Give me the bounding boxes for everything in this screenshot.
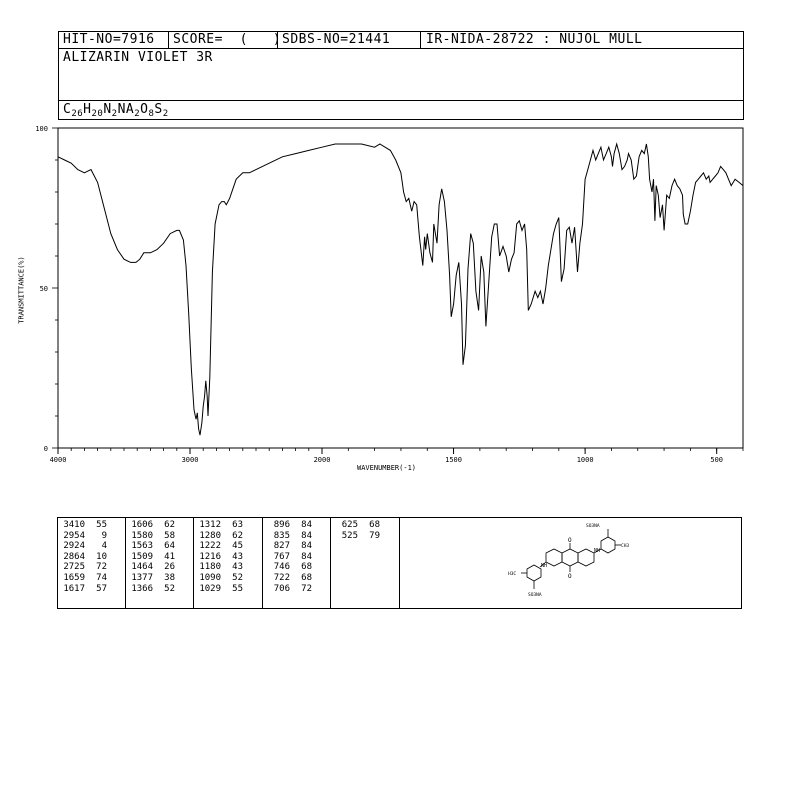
peak-row	[197, 531, 243, 542]
y-tick-label: 50	[39, 285, 48, 293]
peak-column	[266, 520, 312, 594]
peak-wavenumber: 1312	[199, 520, 221, 530]
peak-transmittance: 4	[101, 541, 107, 552]
peak-transmittance: 43	[232, 551, 243, 562]
x-axis-ticks	[50, 448, 743, 464]
peak-wavenumber: 835	[273, 530, 290, 541]
peak-wavenumber: 1366	[131, 583, 153, 594]
peak-transmittance: 55	[96, 520, 107, 530]
peak-wavenumber: 1464	[131, 562, 153, 573]
peak-transmittance: 72	[96, 562, 107, 573]
methyl-left-label: H3C	[508, 572, 517, 577]
x-tick-label: 1500	[445, 456, 462, 464]
peak-transmittance: 79	[369, 530, 380, 541]
peak-transmittance: 57	[96, 583, 107, 594]
peak-wavenumber: 1580	[131, 530, 153, 541]
peak-row	[197, 562, 243, 573]
peak-row	[61, 531, 107, 542]
peak-wavenumber: 625	[341, 520, 358, 530]
peak-row	[129, 584, 175, 595]
peak-row	[334, 520, 380, 531]
peak-transmittance: 9	[101, 530, 107, 541]
peak-wavenumber: 1377	[131, 572, 153, 583]
peak-transmittance: 26	[164, 562, 175, 573]
peak-row	[129, 520, 175, 531]
peak-wavenumber: 1606	[131, 520, 153, 530]
nh-top-label: NH	[594, 548, 601, 554]
peak-col-sep-5	[399, 517, 400, 609]
spectrum-trace	[58, 144, 743, 435]
peak-column	[334, 520, 380, 541]
peak-wavenumber: 1090	[199, 572, 221, 583]
x-tick-label: 2000	[313, 456, 331, 464]
peak-row	[61, 573, 107, 584]
plot-frame	[58, 128, 743, 448]
peak-transmittance: 10	[96, 551, 107, 562]
x-tick-label: 500	[710, 456, 724, 464]
formula-part: 8	[148, 109, 155, 119]
y-axis-ticks	[35, 125, 58, 453]
peak-wavenumber: 2725	[63, 562, 85, 573]
peak-column	[129, 520, 175, 594]
oxygen-bottom-label: O	[568, 573, 572, 580]
peak-wavenumber: 1029	[199, 583, 221, 594]
formula-part: C	[63, 102, 72, 117]
score-field: SCORE= ( )	[173, 32, 282, 47]
y-tick-label: 0	[43, 445, 48, 453]
peak-transmittance: 43	[232, 562, 243, 573]
peak-wavenumber: 2954	[63, 530, 85, 541]
peak-row	[266, 531, 312, 542]
peak-row	[61, 541, 107, 552]
peak-row	[266, 552, 312, 563]
formula-part: 2	[162, 109, 169, 119]
formula-part: NA	[117, 102, 135, 117]
peak-columns	[57, 517, 399, 609]
peak-transmittance: 74	[96, 572, 107, 583]
peak-transmittance: 55	[232, 583, 243, 594]
peak-wavenumber: 1216	[199, 551, 221, 562]
x-tick-label: 3000	[181, 456, 199, 464]
peak-transmittance: 64	[164, 541, 175, 552]
x-tick-label: 1000	[576, 456, 594, 464]
peak-transmittance: 84	[301, 541, 312, 552]
peak-wavenumber: 2924	[63, 541, 85, 552]
peak-transmittance: 62	[232, 530, 243, 541]
peak-row	[129, 531, 175, 542]
formula-part: O	[140, 102, 149, 117]
peak-transmittance: 84	[301, 520, 312, 530]
peak-transmittance: 62	[164, 520, 175, 530]
peak-transmittance: 68	[301, 572, 312, 583]
peak-column	[61, 520, 107, 594]
peak-wavenumber: 1509	[131, 551, 153, 562]
peak-column	[197, 520, 243, 594]
peak-transmittance: 52	[232, 572, 243, 583]
peak-row	[197, 573, 243, 584]
ir-method: IR-NIDA-28722 : NUJOL MULL	[426, 32, 643, 47]
formula-part: 26	[71, 109, 84, 119]
peak-transmittance: 52	[164, 583, 175, 594]
peak-row	[129, 573, 175, 584]
peak-transmittance: 45	[232, 541, 243, 552]
peak-row	[129, 562, 175, 573]
peak-row	[197, 584, 243, 595]
peak-transmittance: 41	[164, 551, 175, 562]
sulfonate-top-label: SO3NA	[586, 524, 600, 529]
peak-row	[197, 541, 243, 552]
formula-part: 20	[91, 109, 104, 119]
peak-row	[61, 552, 107, 563]
peak-row	[129, 552, 175, 563]
peak-transmittance: 68	[369, 520, 380, 530]
peak-row	[61, 562, 107, 573]
peak-row	[266, 584, 312, 595]
hit-number: HIT-NO=7916	[63, 32, 155, 47]
peak-wavenumber: 1222	[199, 541, 221, 552]
peak-wavenumber: 2864	[63, 551, 85, 562]
peak-wavenumber: 896	[273, 520, 290, 530]
y-axis-label: TRANSMITTANCE(%)	[17, 256, 26, 324]
peak-transmittance: 68	[301, 562, 312, 573]
peak-wavenumber: 827	[273, 541, 290, 552]
peak-wavenumber: 1617	[63, 583, 85, 594]
sulfonate-bottom-label: SO3NA	[528, 593, 542, 598]
peak-transmittance: 63	[232, 520, 243, 530]
peak-row	[334, 531, 380, 542]
peak-row	[266, 520, 312, 531]
peak-row	[266, 541, 312, 552]
nh-bottom-label: NH	[541, 563, 548, 569]
methyl-top-label: CH3	[621, 544, 630, 549]
peak-wavenumber: 1563	[131, 541, 153, 552]
peak-row	[266, 562, 312, 573]
x-tick-label: 4000	[49, 456, 67, 464]
peak-transmittance: 38	[164, 572, 175, 583]
peak-wavenumber: 767	[273, 551, 290, 562]
peak-wavenumber: 722	[273, 572, 290, 583]
peak-wavenumber: 1280	[199, 530, 221, 541]
peak-wavenumber: 1180	[199, 562, 221, 573]
peak-transmittance: 84	[301, 551, 312, 562]
peak-wavenumber: 706	[273, 583, 290, 594]
peak-row	[197, 552, 243, 563]
formula-part: 2	[134, 109, 141, 119]
x-axis-label: WAVENUMBER(-1)	[357, 464, 417, 472]
peak-transmittance: 84	[301, 530, 312, 541]
peak-wavenumber: 525	[341, 530, 358, 541]
formula-part: S	[154, 102, 163, 117]
peak-wavenumber: 1659	[63, 572, 85, 583]
peak-row	[61, 520, 107, 531]
peak-row	[61, 584, 107, 595]
y-tick-label: 100	[35, 125, 48, 133]
peak-row	[129, 541, 175, 552]
chemical-structure	[500, 517, 650, 609]
peak-wavenumber: 746	[273, 562, 290, 573]
peak-row	[266, 573, 312, 584]
oxygen-top-label: O	[568, 537, 572, 544]
compound-name: ALIZARIN VIOLET 3R	[63, 50, 213, 65]
peak-transmittance: 58	[164, 530, 175, 541]
peak-row	[197, 520, 243, 531]
peak-transmittance: 72	[301, 583, 312, 594]
sdbs-number: SDBS-NO=21441	[282, 32, 391, 47]
peak-wavenumber: 3410	[63, 520, 85, 530]
formula-part: N	[103, 102, 112, 117]
formula-part: 2	[111, 109, 118, 119]
formula-part: H	[83, 102, 92, 117]
